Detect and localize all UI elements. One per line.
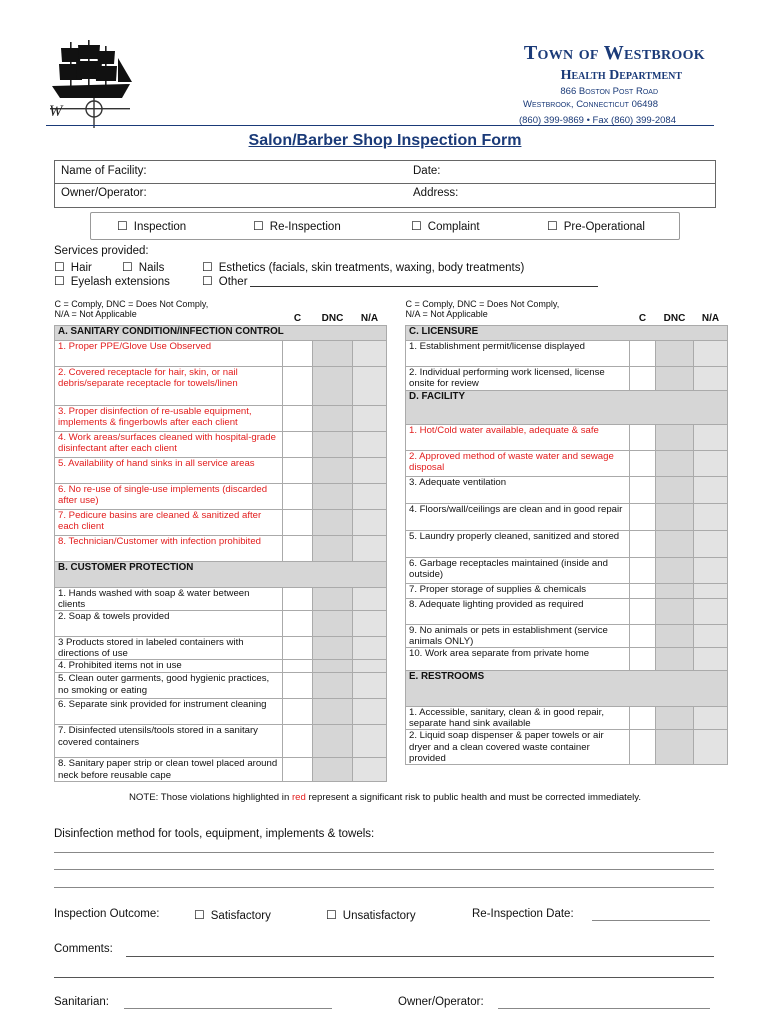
checklist-item-text: 7. Pedicure basins are cleaned & sanitized after each client [55,509,283,535]
checklist-row [55,457,387,483]
comply-cell[interactable] [283,660,313,673]
section-header [406,670,728,706]
does-not-comply-cell[interactable] [656,598,694,624]
checklist-item-text: 9. No animals or pets in establishment (service animals ONLY) [406,624,630,647]
checklist-row [406,598,728,624]
not-applicable-cell[interactable] [353,483,387,509]
pre-operational-checkbox[interactable]: ☐ Pre-Operational [547,219,645,233]
sailing-ship-weathervane-icon [46,38,134,130]
checklist-item-text: 5. Availability of hand sinks in all service areas [55,457,283,483]
does-not-comply-cell[interactable] [313,509,353,535]
checklist-row [406,530,728,557]
does-not-comply-cell[interactable] [313,673,353,699]
not-applicable-cell[interactable] [353,725,387,758]
col-header-na: N/A [360,313,379,325]
does-not-comply-cell[interactable] [656,530,694,557]
comply-cell[interactable] [283,340,313,366]
not-applicable-cell[interactable] [353,340,387,366]
comply-cell[interactable] [283,636,313,659]
does-not-comply-cell[interactable] [656,340,694,366]
comply-cell[interactable] [630,647,656,670]
inspection-outcome-label: Inspection Outcome: [54,908,160,920]
not-applicable-cell[interactable] [694,476,728,503]
not-applicable-cell[interactable] [694,450,728,476]
not-applicable-cell[interactable] [353,457,387,483]
not-applicable-cell[interactable] [353,610,387,636]
does-not-comply-cell[interactable] [656,366,694,390]
comply-cell[interactable] [283,535,313,561]
checklist-item-text: 1. Establishment permit/license displayed [406,340,630,366]
not-applicable-cell[interactable] [353,758,387,781]
checklist-table-left [54,299,387,782]
checklist-row [55,366,387,405]
comply-cell[interactable] [283,610,313,636]
not-applicable-cell[interactable] [694,706,728,729]
does-not-comply-cell[interactable] [313,431,353,457]
comply-cell[interactable] [630,340,656,366]
sanitarian-signature-field[interactable] [124,1008,332,1009]
comply-cell[interactable] [630,583,656,598]
legend-line-2: N/A = Not Applicable [405,309,488,319]
does-not-comply-cell[interactable] [313,636,353,659]
comply-cell[interactable] [630,557,656,583]
eyelash-checkbox[interactable]: ☐ Eyelash extensions [54,274,170,288]
does-not-comply-cell[interactable] [313,587,353,610]
col-header-c: C [638,313,647,325]
checklist-table-right [405,299,728,765]
not-applicable-cell[interactable] [353,366,387,405]
checklist-row [406,503,728,530]
checklist-row [55,725,387,758]
not-applicable-cell[interactable] [353,509,387,535]
not-applicable-cell[interactable] [353,673,387,699]
checklist-row [55,431,387,457]
checklist-row [55,535,387,561]
not-applicable-cell[interactable] [694,598,728,624]
checklist-row [406,366,728,390]
red-violation-note [0,792,770,803]
does-not-comply-cell[interactable] [313,483,353,509]
checklist-item-text: 2. Soap & towels provided [55,610,283,636]
esthetics-checkbox[interactable]: ☐ Esthetics (facials, skin treatments, waxing, body treatments) [202,260,524,274]
note-text-start: NOTE: Those violations highlighted in [128,792,292,803]
comments-line-2[interactable] [54,977,714,978]
not-applicable-cell[interactable] [694,530,728,557]
section-header [55,325,387,340]
re-inspection-checkbox[interactable]: ☐ Re-Inspection [253,219,341,233]
checklist-item-text: 5. Laundry properly cleaned, sanitized and stored [406,530,630,557]
checklist-item-text: 4. Prohibited items not in use [55,660,283,673]
checklist-row [406,730,728,765]
owner-signature-field[interactable] [498,1008,710,1009]
comply-cell[interactable] [630,476,656,503]
comments-label: Comments: [54,943,113,955]
comply-cell[interactable] [630,450,656,476]
checklist-item-text: 1. Hot/Cold water available, adequate & safe [406,424,630,450]
unsatisfactory-checkbox[interactable]: ☐ Unsatisfactory [326,908,416,922]
checklist-row [55,758,387,781]
does-not-comply-cell[interactable] [313,699,353,725]
comply-cell[interactable] [283,699,313,725]
legend-line-1: C = Comply, DNC = Does Not Comply, [54,299,209,309]
comply-cell[interactable] [630,624,656,647]
checklist-item-text: 6. No re-use of single-use implements (discarded after use) [55,483,283,509]
checklist-item-text: 3 Products stored in labeled containers with directions of use [55,636,283,659]
does-not-comply-cell[interactable] [656,624,694,647]
not-applicable-cell[interactable] [694,340,728,366]
does-not-comply-cell[interactable] [656,706,694,729]
svg-text:W: W [49,103,63,120]
not-applicable-cell[interactable] [694,624,728,647]
checklist-row [55,636,387,659]
town-name: Town of Westbrook [523,42,705,64]
services-label: Services provided: [54,245,149,257]
does-not-comply-cell[interactable] [313,610,353,636]
hair-checkbox[interactable]: ☐ Hair [54,260,92,274]
not-applicable-cell[interactable] [694,730,728,765]
table-legend-row [55,299,387,325]
does-not-comply-cell[interactable] [656,647,694,670]
col-header-c: C [293,313,302,325]
not-applicable-cell[interactable] [694,647,728,670]
checklist-row [55,610,387,636]
checklist-item-text: 1. Hands washed with soap & water between clients [55,587,283,610]
col-header-na: N/A [701,313,720,325]
section-header [406,325,728,340]
comments-line-1[interactable] [126,956,714,957]
checklist-row [55,673,387,699]
not-applicable-cell[interactable] [694,366,728,390]
not-applicable-cell[interactable] [353,636,387,659]
checklist-row [406,476,728,503]
col-header-dnc: DNC [663,313,686,325]
not-applicable-cell[interactable] [694,424,728,450]
facility-name-label: Name of Facility: [61,165,147,177]
not-applicable-cell[interactable] [694,583,728,598]
other-checkbox[interactable]: ☐ Other [202,274,248,288]
checklist-row [55,587,387,610]
complaint-checkbox[interactable]: ☐ Complaint [411,219,480,233]
not-applicable-cell[interactable] [353,431,387,457]
checklist-row [55,699,387,725]
does-not-comply-cell[interactable] [656,476,694,503]
section-title: D. FACILITY [406,390,728,424]
checklist-item-text: 6. Separate sink provided for instrument cleaning [55,699,283,725]
inspection-type-box [90,212,680,240]
not-applicable-cell[interactable] [353,699,387,725]
sanitarian-label: Sanitarian: [54,996,109,1008]
section-title: A. SANITARY CONDITION/INFECTION CONTROL [55,325,387,340]
checklist-item-text: 8. Technician/Customer with infection prohibited [55,535,283,561]
comply-cell[interactable] [630,424,656,450]
checklist-item-text: 5. Clean outer garments, good hygienic practices, no smoking or eating [55,673,283,699]
disinfection-line-1[interactable] [54,852,714,853]
comply-cell[interactable] [283,758,313,781]
section-title: E. RESTROOMS [406,670,728,706]
not-applicable-cell[interactable] [353,535,387,561]
disinfection-method-label: Disinfection method for tools, equipment, implements & towels: [54,828,375,840]
checklist-item-text: 2. Covered receptacle for hair, skin, or nail debris/separate receptacle for towels/linen [55,366,283,405]
checklist-row [55,660,387,673]
checklist-row [406,706,728,729]
address-line-2: Westbrook, Connecticut 06498 [523,99,658,110]
checklist-item-text: 2. Individual performing work licensed, license onsite for review [406,366,630,390]
facility-info-box [54,160,716,208]
checklist-row [406,557,728,583]
comply-cell[interactable] [630,706,656,729]
checklist-item-text: 4. Floors/wall/ceilings are clean and in good repair [406,503,630,530]
date-label: Date: [413,165,441,177]
checklist-row [55,405,387,431]
not-applicable-cell[interactable] [694,557,728,583]
form-title: Salon/Barber Shop Inspection Form [248,132,522,149]
checklist-item-text: 6. Garbage receptacles maintained (inside and outside) [406,557,630,583]
does-not-comply-cell[interactable] [313,660,353,673]
note-text-end: represent a significant risk to public health and must be corrected immediately. [305,792,642,803]
header-divider [46,125,714,126]
comply-cell[interactable] [630,730,656,765]
not-applicable-cell[interactable] [694,503,728,530]
inspection-checkbox[interactable]: ☐ Inspection [117,219,186,233]
does-not-comply-cell[interactable] [656,583,694,598]
checklist-item-text: 2. Liquid soap dispenser & paper towels or air dryer and a clean covered waste container provided [406,730,630,765]
not-applicable-cell[interactable] [353,405,387,431]
does-not-comply-cell[interactable] [313,405,353,431]
does-not-comply-cell[interactable] [313,725,353,758]
phone-fax: (860) 399-9869 • Fax (860) 399-2084 [518,115,676,126]
checklist-item-text: 3. Proper disinfection of re-usable equipment, implements & fingerbowls after each client [55,405,283,431]
reinspection-date-field[interactable] [592,920,710,921]
nails-checkbox[interactable]: ☐ Nails [122,260,164,274]
checklist-row [55,340,387,366]
disinfection-line-3[interactable] [54,887,714,888]
disinfection-line-2[interactable] [54,869,714,870]
reinspection-date-label: Re-Inspection Date: [472,908,574,920]
section-title: B. CUSTOMER PROTECTION [55,561,387,587]
department-name: Health Department [560,68,682,83]
checklist-item-text: 7. Proper storage of supplies & chemicals [406,583,630,598]
owner-signature-label: Owner/Operator: [398,996,484,1008]
does-not-comply-cell[interactable] [656,503,694,530]
does-not-comply-cell[interactable] [656,557,694,583]
col-header-dnc: DNC [321,313,344,325]
does-not-comply-cell[interactable] [313,758,353,781]
owner-operator-label: Owner/Operator: [61,187,147,199]
comply-cell[interactable] [283,483,313,509]
checklist-item-text: 10. Work area separate from private home [406,647,630,670]
address-label: Address: [413,187,459,199]
checklist-row [406,624,728,647]
does-not-comply-cell[interactable] [313,457,353,483]
table-legend-row [406,299,728,325]
not-applicable-cell[interactable] [353,587,387,610]
does-not-comply-cell[interactable] [313,535,353,561]
comply-cell[interactable] [283,673,313,699]
comply-cell[interactable] [630,598,656,624]
checklist-row [55,483,387,509]
checklist-row [406,647,728,670]
checklist-item-text: 3. Adequate ventilation [406,476,630,503]
not-applicable-cell[interactable] [353,660,387,673]
checklist-item-text: 7. Disinfected utensils/tools stored in a sanitary covered containers [55,725,283,758]
other-services-field[interactable] [250,274,598,287]
checklist-item-text: 1. Proper PPE/Glove Use Observed [55,340,283,366]
checklist-row [406,450,728,476]
comply-cell[interactable] [630,366,656,390]
checklist-item-text: 2. Approved method of waste water and sewage disposal [406,450,630,476]
comply-cell[interactable] [630,503,656,530]
note-red-word: red [291,792,306,803]
checklist-row [406,583,728,598]
address-line-1: 866 Boston Post Road [560,86,658,97]
comply-cell[interactable] [283,431,313,457]
checklist-item-text: 8. Sanitary paper strip or clean towel placed around neck before reusable cape [55,758,283,781]
comply-cell[interactable] [630,530,656,557]
checklist-item-text: 1. Accessible, sanitary, clean & in good repair, separate hand sink available [406,706,630,729]
does-not-comply-cell[interactable] [313,340,353,366]
comply-cell[interactable] [283,587,313,610]
does-not-comply-cell[interactable] [656,730,694,765]
checklist-item-text: 8. Adequate lighting provided as required [406,598,630,624]
legend-line-1: C = Comply, DNC = Does Not Comply, [405,299,560,309]
checklist-row [406,340,728,366]
section-header [406,390,728,424]
section-header [55,561,387,587]
checklist-item-text: 4. Work areas/surfaces cleaned with hospital-grade disinfectant after each client [55,431,283,457]
checklist-row [55,509,387,535]
comply-cell[interactable] [283,725,313,758]
comply-cell[interactable] [283,509,313,535]
does-not-comply-cell[interactable] [313,366,353,405]
checklist-row [406,424,728,450]
does-not-comply-cell[interactable] [656,424,694,450]
does-not-comply-cell[interactable] [656,450,694,476]
comply-cell[interactable] [283,405,313,431]
comply-cell[interactable] [283,366,313,405]
satisfactory-checkbox[interactable]: ☐ Satisfactory [194,908,271,922]
comply-cell[interactable] [283,457,313,483]
section-title: C. LICENSURE [406,325,728,340]
legend-line-2: N/A = Not Applicable [54,309,137,319]
